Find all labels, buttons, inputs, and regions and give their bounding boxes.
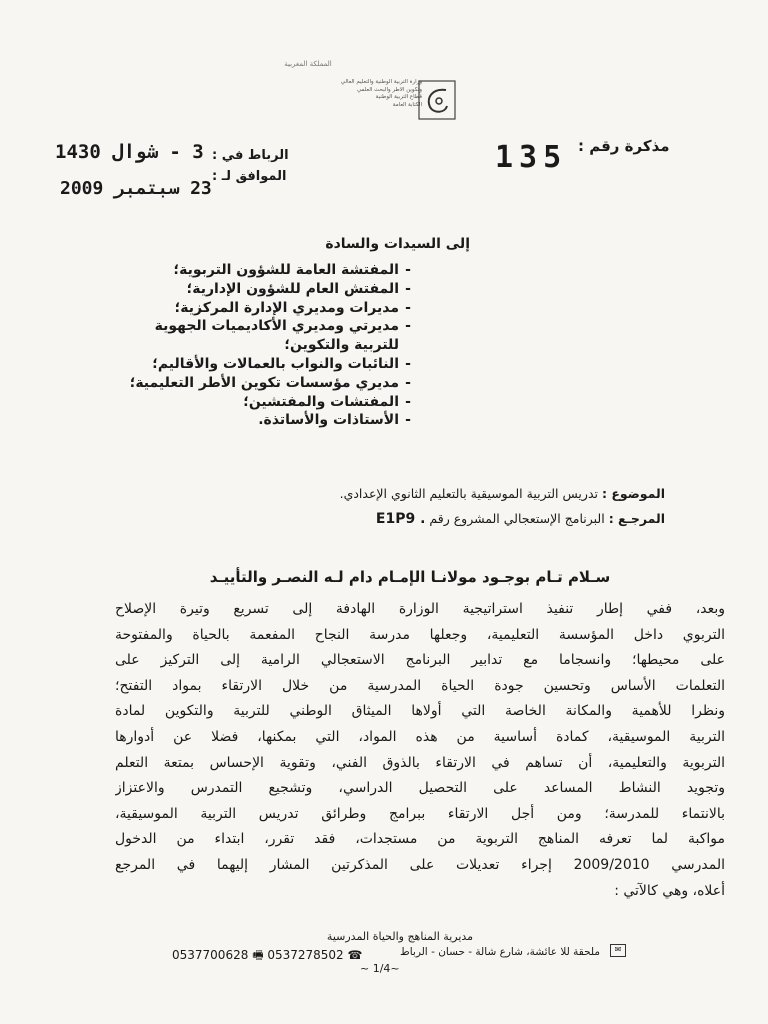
mailbox-icon: ✉: [610, 944, 626, 957]
telephone-icon: ☎: [347, 948, 363, 962]
recipient-item: - مديرتي ومديري الأكاديميات الجهوية للتربية والتكوين؛: [154, 318, 411, 354]
recipients-heading: إلى السيدات والسادة: [325, 236, 470, 252]
footer-contacts: [172, 946, 362, 967]
ministry-line: قطاع التربية الوطنية: [375, 94, 422, 100]
body-line: التربية الموسيقية، كمادة أساسية من هذه المواد، التي بمكنها، فضلا عن أدوارها: [115, 728, 725, 745]
fax-number: 0537700628: [172, 948, 249, 962]
body-line: وبعد، ففي إطار تنفيذ استراتيجية الوزارة الهادفة إلى تسريع وتيرة الإصلاح: [115, 601, 725, 617]
royal-greeting: سـلام تـام بوجـود مولانـا الإمـام دام لـه النصـر والتأييـد: [209, 568, 611, 586]
recipient-item: - النائبات والنواب بالعمالات والأقاليم؛: [152, 355, 411, 372]
recipients-list: [105, 261, 417, 430]
recipient-item: - مديرات ومديري الإدارة المركزية؛: [174, 299, 411, 316]
memo-number-label: مذكرة رقم :: [578, 137, 670, 155]
recipient-item: - المفتشات والمفتشين؛: [243, 393, 411, 410]
ministry-line: وزارة التربية الوطنية والتعليم العالي: [340, 79, 422, 85]
gregorian-date-stamp: 23 سبتمبر 2009: [60, 178, 212, 199]
recipient-item: - المفتشة العامة للشؤون التربوية؛: [173, 262, 411, 278]
corresponding-date-label: الموافق لـ :: [212, 169, 287, 184]
reference-line: [255, 511, 665, 527]
subject-label: الموضوع :: [601, 486, 665, 501]
body-line: مواكبة لما تعرفه المناهج التربوية من مستجدات، فقد تقرر، ابتداء من الدخول: [115, 831, 725, 848]
ministry-header: [282, 79, 422, 109]
subject-line: [255, 486, 665, 501]
footer-directorate: مديرية المناهج والحياة المدرسية: [326, 930, 474, 943]
reference-text: البرنامج الإستعجالي المشروع رقم: [429, 511, 605, 526]
ministry-line: الكتابة العامة: [392, 101, 422, 108]
issued-in-label: الرباط في :: [212, 148, 289, 163]
body-line: وتجويد النشاط المساعد على التحصيل الدراسي، وتشجيع التمدرس والاعتزاز: [115, 780, 725, 797]
body-line: التربوي داخل المؤسسة التعليمية، وجعلها مدرسة النجاح المفعمة بالحياة والمفتوحة: [115, 626, 725, 643]
footer-address: ملحقة للا عائشة، شارع شالة - حسان - الرباط: [399, 946, 600, 958]
reference-code: E1P9 .: [375, 511, 426, 527]
recipient-item: - المفتش العام للشؤون الإدارية؛: [186, 280, 411, 297]
body-line: أعلاه، وهي كالآتي :: [614, 882, 725, 899]
memo-body: [115, 597, 725, 904]
memo-number: 135: [495, 140, 568, 175]
recipient-item: - مديري مؤسسات تكوين الأطر التعليمية؛: [129, 374, 411, 391]
recipient-item: - الأستاذات والأساتذة.: [258, 412, 411, 429]
body-line: بالانتماء للمدرسة؛ ومن أجل الارتقاء ببرامج وطرائق تدريس التربية الموسيقية،: [115, 805, 725, 822]
ministry-line: وتكوين الأطر والبحث العلمي: [356, 86, 422, 93]
body-line: التربوية والتعليمية، أن تساهم في الارتقاء بالذوق الفني، وتقوية الإحساس بمتعة التعلم: [115, 754, 725, 771]
page-number: ~ 1/4~: [360, 962, 400, 975]
body-line: التعلمات الأساس وتحسين جودة الحياة المدرسية من خلال الارتقاء بمواد التفتح؛: [115, 677, 725, 694]
fax-icon: 🖷: [252, 948, 264, 962]
hijri-date-stamp: 3 - شوال 1430: [55, 141, 204, 163]
body-line: المدرسي 2009/2010 إجراء تعديلات على المذكرتين المشار إليهما في المرجع: [115, 856, 725, 873]
body-line: على محيطها؛ وانسجاما مع تدابير البرنامج الاستعجالي الرامية إلى التركيز على: [115, 652, 725, 669]
phone-number: 0537278502: [267, 948, 344, 962]
reference-label: المرجـع :: [608, 511, 665, 526]
body-line: ونظرا للأهمية والمكانة الخاصة التي أولاها الميثاق الوطني للتربية والتكوين لمادة: [115, 703, 725, 720]
ministry-emblem-icon: [418, 80, 456, 120]
kingdom-header: المملكة المغربية: [284, 60, 332, 68]
subject-text: تدريس التربية الموسيقية بالتعليم الثانوي الإعدادي.: [339, 486, 598, 501]
